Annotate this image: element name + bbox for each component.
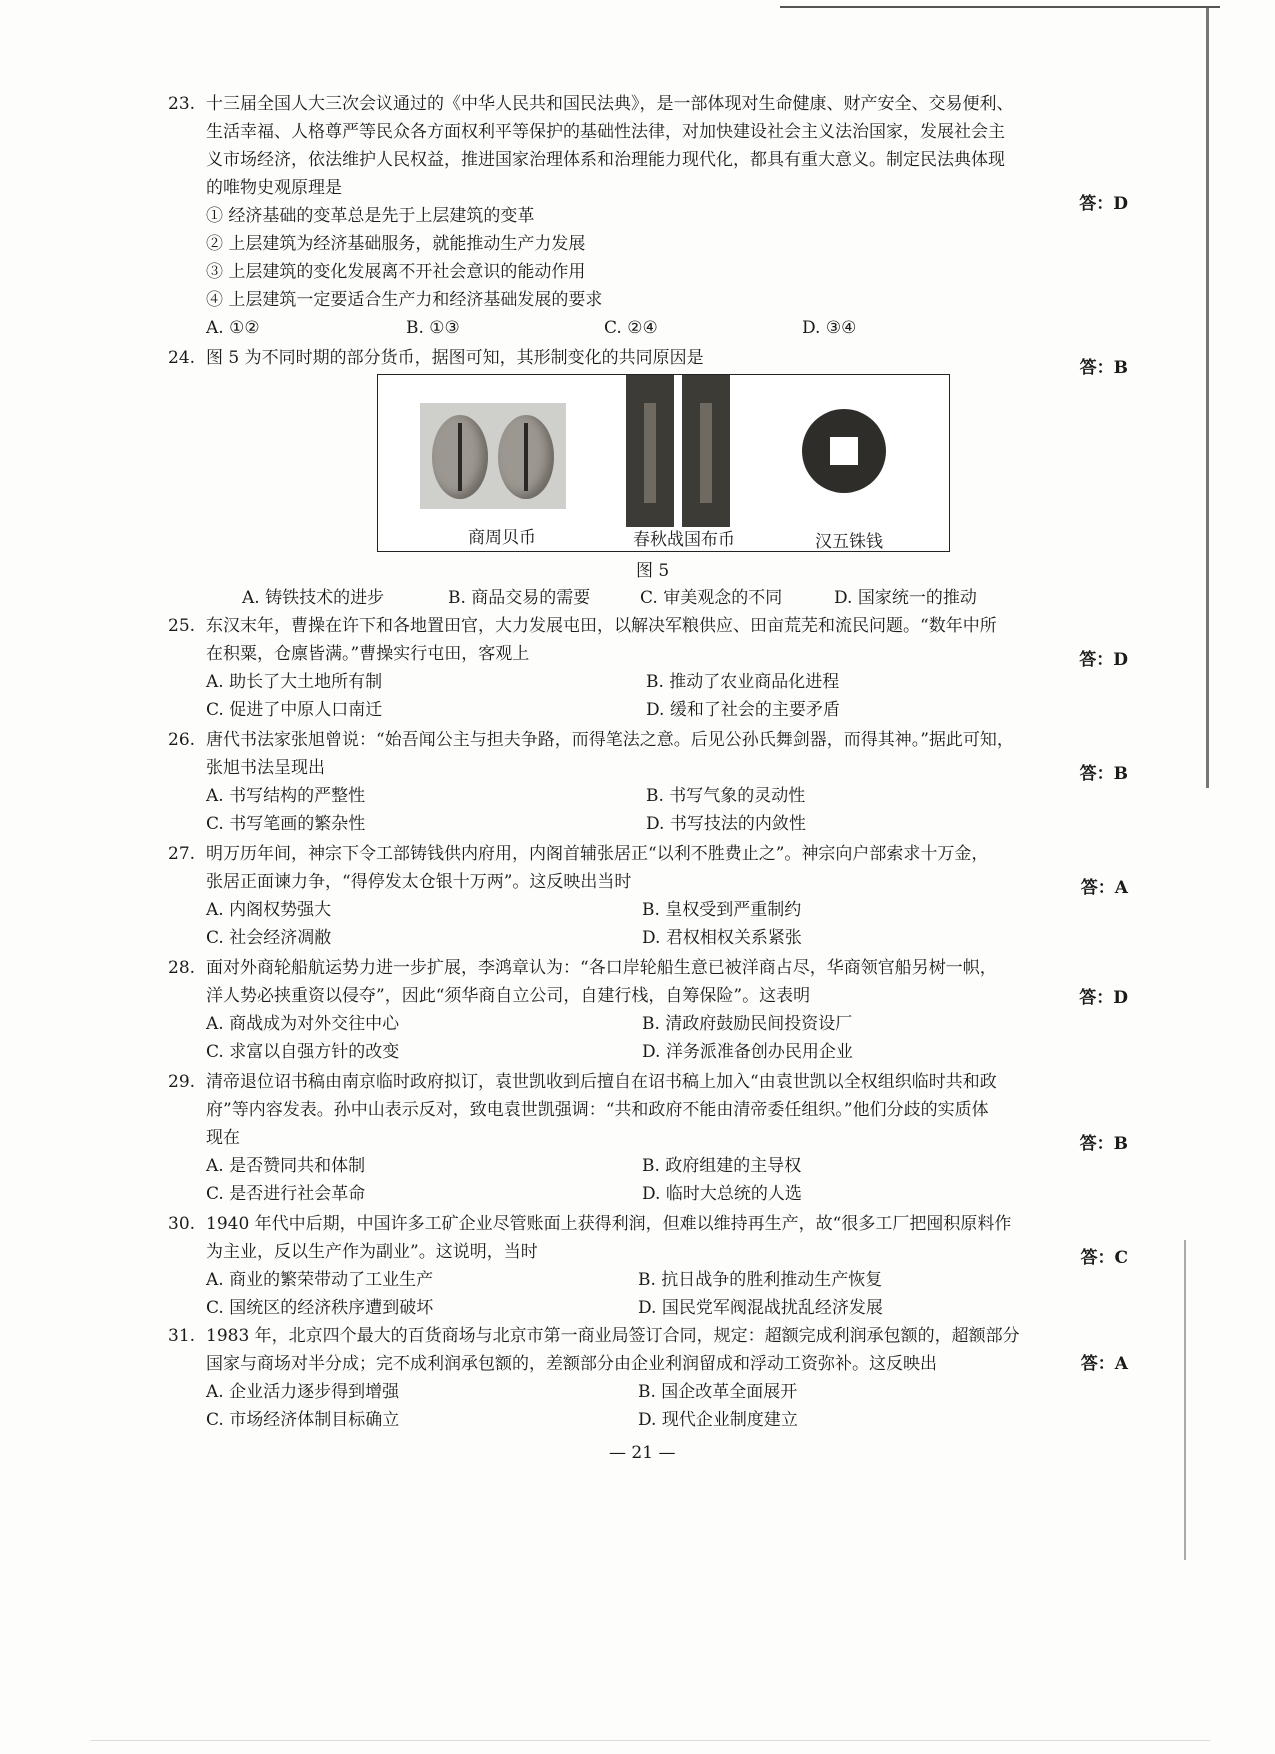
option-d: D. 君权相权关系紧张	[642, 928, 802, 948]
question-text: 生活幸福、人格尊严等民众各方面权利平等保护的基础性法律，对加快建设社会主义法治国家，发展社会主	[206, 122, 1005, 142]
answer-label: 答：A	[1080, 1354, 1128, 1374]
option-a: A. 商战成为对外交往中心	[206, 1014, 400, 1034]
question-text: 十三届全国人大三次会议通过的《中华人民共和国民法典》，是一部体现对生命健康、财产安全、交易便利、	[206, 94, 1014, 114]
question-text: 义市场经济，依法维护人民权益，推进国家治理体系和治理能力现代化，都具有重大意义。制定民法典体现	[206, 150, 1005, 170]
question-30	[168, 1210, 1128, 1318]
question-number: 23.	[168, 94, 196, 114]
option-a: A. 助长了大土地所有制	[206, 672, 383, 692]
question-number: 28.	[168, 958, 196, 978]
question-text: 张居正面谏力争，“得停发太仓银十万两”。这反映出当时	[206, 872, 632, 892]
question-text: 洋人势必挟重资以侵夺”，因此“须华商自立公司，自建行栈，自筹保险”。这表明	[206, 986, 811, 1006]
answer-label: 答：B	[1079, 1134, 1128, 1154]
option-d: D. 书写技法的内敛性	[646, 814, 806, 834]
answer-label: 答：D	[1079, 194, 1128, 214]
option-b: B. 政府组建的主导权	[642, 1156, 802, 1176]
option-b: B. 国企改革全面展开	[638, 1382, 798, 1402]
answer-label: 答：D	[1079, 650, 1128, 670]
question-25	[168, 612, 1128, 720]
statement: ④ 上层建筑一定要适合生产力和经济基础发展的要求	[206, 290, 603, 310]
question-text: 府”等内容发表。孙中山表示反对，致电袁世凯强调：“共和政府不能由清帝委任组织。”他们分歧的实质体	[206, 1100, 989, 1120]
option-d: D. ③④	[802, 318, 857, 338]
question-text: 清帝退位诏书稿由南京临时政府拟订，袁世凯收到后擅自在诏书稿上加入“由袁世凯以全权组织临时共和政	[206, 1072, 997, 1092]
spade-coin-image	[626, 375, 674, 527]
answer-label: 答：B	[1079, 764, 1128, 784]
option-c: C. 书写笔画的繁杂性	[206, 814, 366, 834]
option-b: B. 皇权受到严重制约	[642, 900, 802, 920]
option-d: D. 国家统一的推动	[834, 588, 977, 608]
answer-label: 答：A	[1080, 878, 1128, 898]
question-number: 30.	[168, 1214, 196, 1234]
question-text: 现在	[206, 1128, 240, 1148]
question-number: 26.	[168, 730, 196, 750]
option-b: B. ①③	[406, 318, 460, 338]
statement: ② 上层建筑为经济基础服务，就能推动生产力发展	[206, 234, 586, 254]
shell-coin-image	[420, 403, 566, 509]
option-d: D. 临时大总统的人选	[642, 1184, 802, 1204]
question-text: 唐代书法家张旭曾说：“始吾闻公主与担夫争路，而得笔法之意。后见公孙氏舞剑器，而得其神。”据此可知，	[206, 730, 1014, 750]
question-text: 图 5 为不同时期的部分货币，据图可知，其形制变化的共同原因是	[206, 348, 704, 368]
question-24	[168, 344, 1128, 378]
option-a: A. ①②	[206, 318, 260, 338]
option-a: A. 铸铁技术的进步	[242, 588, 385, 608]
option-c: C. 社会经济凋敝	[206, 928, 332, 948]
question-text: 1940 年代中后期，中国许多工矿企业尽管账面上获得利润，但难以维持再生产，故“很多工厂把囤积原料作	[206, 1214, 1012, 1234]
option-b: B. 推动了农业商品化进程	[646, 672, 840, 692]
figure-title: 图 5	[636, 561, 670, 581]
option-d: D. 缓和了社会的主要矛盾	[646, 700, 840, 720]
question-29	[168, 1068, 1128, 1204]
option-a: A. 书写结构的严整性	[206, 786, 366, 806]
scan-edge-right-lower	[1184, 1240, 1186, 1560]
figure-currency	[377, 374, 950, 552]
question-number: 24.	[168, 348, 196, 368]
answer-label: 答：C	[1080, 1248, 1128, 1268]
answer-label: 答：B	[1079, 358, 1128, 378]
answer-label: 答：D	[1079, 988, 1128, 1008]
figure-caption: 汉五铢钱	[815, 532, 883, 552]
question-number: 27.	[168, 844, 196, 864]
question-number: 31.	[168, 1326, 196, 1346]
question-text: 为主业，反以生产作为副业”。这说明，当时	[206, 1242, 538, 1262]
question-text: 国家与商场对半分成；完不成利润承包额的，差额部分由企业利润留成和浮动工资弥补。这反映出	[206, 1354, 937, 1374]
statement: ③ 上层建筑的变化发展离不开社会意识的能动作用	[206, 262, 586, 282]
option-d: D. 国民党军阀混战扰乱经济发展	[638, 1298, 883, 1318]
scan-edge-top	[780, 6, 1220, 8]
scan-edge-bottom	[90, 1740, 1210, 1741]
option-c: C. 审美观念的不同	[640, 588, 783, 608]
question-text: 东汉末年，曹操在许下和各地置田官，大力发展屯田，以解决军粮供应、田亩荒芜和流民问题。“数年中所	[206, 616, 997, 636]
question-text: 1983 年，北京四个最大的百货商场与北京市第一商业局签订合同，规定：超额完成利润承包额的，超额部分	[206, 1326, 1020, 1346]
page-number: — 21 —	[609, 1443, 676, 1463]
question-text: 明万历年间，神宗下令工部铸钱供内府用，内阁首辅张居正“以利不胜费止之”。神宗向户部索求十万金，	[206, 844, 989, 864]
option-a: A. 商业的繁荣带动了工业生产	[206, 1270, 434, 1290]
question-text: 张旭书法呈现出	[206, 758, 325, 778]
option-c: C. 是否进行社会革命	[206, 1184, 366, 1204]
question-text: 的唯物史观原理是	[206, 178, 342, 198]
option-b: B. 抗日战争的胜利推动生产恢复	[638, 1270, 883, 1290]
option-c: C. 国统区的经济秩序遭到破坏	[206, 1298, 434, 1318]
spade-coin-image	[682, 375, 730, 527]
question-27	[168, 840, 1128, 948]
question-text: 面对外商轮船航运势力进一步扩展，李鸿章认为：“各口岸轮船生意已被洋商占尽，华商领官船另树一帜，	[206, 958, 997, 978]
statement: ① 经济基础的变革总是先于上层建筑的变革	[206, 206, 535, 226]
option-a: A. 企业活力逐步得到增强	[206, 1382, 400, 1402]
option-c: C. 市场经济体制目标确立	[206, 1410, 400, 1430]
question-number: 25.	[168, 616, 196, 636]
figure-caption: 商周贝币	[468, 528, 536, 548]
question-text: 在积粟，仓廪皆满。”曹操实行屯田，客观上	[206, 644, 530, 664]
question-26	[168, 726, 1128, 834]
question-23	[168, 90, 1128, 338]
option-b: B. 清政府鼓励民间投资设厂	[642, 1014, 853, 1034]
question-number: 29.	[168, 1072, 196, 1092]
option-d: D. 洋务派准备创办民用企业	[642, 1042, 853, 1062]
scan-edge-right	[1206, 8, 1209, 788]
option-d: D. 现代企业制度建立	[638, 1410, 798, 1430]
option-a: A. 是否赞同共和体制	[206, 1156, 366, 1176]
option-c: C. ②④	[604, 318, 658, 338]
figure-caption: 春秋战国布币	[633, 530, 735, 550]
option-c: C. 求富以自强方针的改变	[206, 1042, 400, 1062]
option-b: B. 商品交易的需要	[448, 588, 591, 608]
question-28	[168, 954, 1128, 1062]
question-31	[168, 1322, 1128, 1430]
option-a: A. 内阁权势强大	[206, 900, 332, 920]
option-b: B. 书写气象的灵动性	[646, 786, 806, 806]
wuzhu-coin-image	[802, 409, 886, 493]
option-c: C. 促进了中原人口南迁	[206, 700, 383, 720]
